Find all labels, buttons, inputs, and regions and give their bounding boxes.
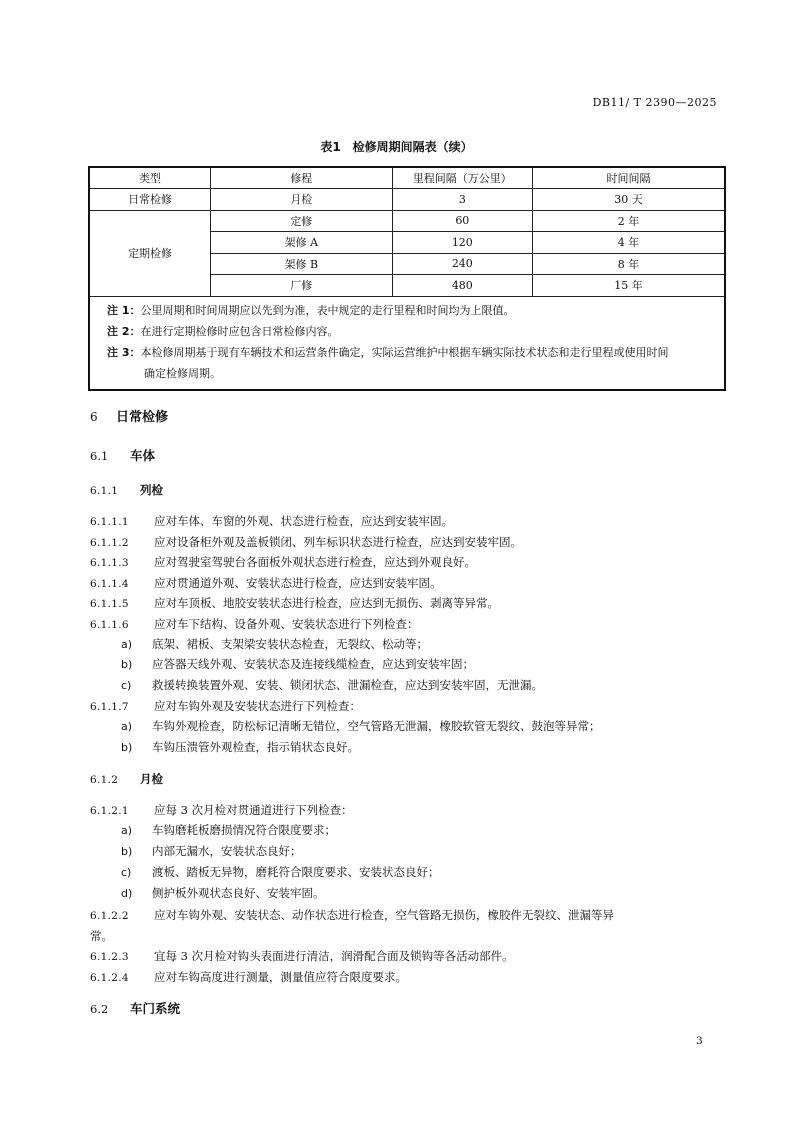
- list-label: c): [121, 679, 132, 692]
- list-label: a): [121, 824, 133, 837]
- list-item: [121, 636, 428, 652]
- section-number: 6.2: [90, 1002, 109, 1016]
- clause-6-1-1-4: [90, 573, 730, 594]
- list-label: b): [121, 741, 133, 754]
- clause-6-1-1-7: [90, 696, 730, 717]
- section-heading-6-1: [90, 446, 155, 464]
- clause-text: 应对驾驶室驾驶台各面板外观状态进行检查，应达到外观良好。: [154, 555, 476, 569]
- section-title: 列检: [140, 483, 163, 497]
- list-text: 侧护板外观状态良好、安装牢固。: [152, 886, 325, 900]
- list-text: 渡板、踏板无异物，磨耗符合限度要求、安装状态良好；: [152, 865, 440, 879]
- list-text: 车钩压溃管外观检查，指示销状态良好。: [152, 740, 359, 754]
- time-cell: 4 年: [533, 232, 725, 254]
- section-heading-6: [90, 406, 168, 425]
- type-cell: 定期检修: [89, 210, 211, 296]
- clause-text: 应对车顶板、地胶安装状态进行检查，应达到无损伤、剥离等异常。: [154, 596, 499, 610]
- time-cell: 15 年: [533, 275, 725, 297]
- clause-6-1-2-2: [90, 905, 730, 926]
- list-item: [121, 885, 325, 901]
- process-cell: 定修: [211, 210, 392, 232]
- section-number: 6.1.2: [90, 774, 119, 786]
- list-item: [121, 822, 336, 838]
- clause-number: 6.1.1.1: [90, 516, 129, 528]
- header-cell: 修程: [211, 167, 392, 189]
- clause-6-1-1-5: [90, 593, 730, 614]
- list-label: d): [121, 887, 133, 900]
- clause-number: 6.1.1.6: [90, 619, 129, 631]
- mileage-cell: 120: [392, 232, 533, 254]
- clause-number: 6.1.2.2: [90, 910, 129, 922]
- clause-6-1-2-4: [90, 967, 730, 988]
- document-code: DB11/ T 2390—2025: [592, 96, 717, 109]
- section-title: 车体: [130, 448, 156, 463]
- section-number: 6: [90, 410, 98, 424]
- clause-text: 应对车体、车窗的外观、状态进行检查，应达到安装牢固。: [154, 514, 453, 528]
- list-text: 救援转换装置外观、安装、锁闭状态、泄漏检查，应达到安装牢固，无泄漏。: [152, 678, 543, 692]
- list-item: [121, 864, 440, 880]
- clause-6-1-1-6: [90, 614, 730, 635]
- clause-number: 6.1.2.3: [90, 951, 129, 963]
- clause-number: 6.1.1.7: [90, 701, 129, 713]
- clause-6-1-2-3: [90, 946, 730, 967]
- note-label: 注 2：: [107, 324, 141, 338]
- mileage-cell: 60: [392, 210, 533, 232]
- table-note: [107, 342, 718, 363]
- note-text: 在进行定期检修时应包含日常检修内容。: [140, 324, 339, 338]
- clause-6-1-1-1: [90, 511, 730, 532]
- section-number: 6.1: [90, 449, 109, 463]
- clause-text: 应对设备柜外观及盖板锁闭、列车标识状态进行检查，应达到安装牢固。: [154, 535, 522, 549]
- clause-number: 6.1.1.4: [90, 578, 129, 590]
- note-text: 本检修周期基于现有车辆技术和运营条件确定，实际运营维护中根据车辆实际技术状态和走行里程或使用时间: [140, 345, 669, 359]
- section-title: 日常检修: [116, 410, 169, 425]
- type-cell: 日常检修: [89, 189, 211, 211]
- time-cell: 30 天: [533, 189, 725, 211]
- clause-text: 应对贯通道外观、安装状态进行检查，应达到安装牢固。: [154, 576, 442, 590]
- clause-6-1-2-1: [90, 800, 730, 821]
- clause-6-1-1-2: [90, 532, 730, 553]
- section-heading-6-2: [90, 999, 180, 1017]
- page-number: 3: [696, 1035, 703, 1047]
- table-notes: [89, 296, 725, 390]
- list-text: 车钩外观检查，防松标记清晰无错位，空气管路无泄漏，橡胶软管无裂纹、鼓泡等异常；: [152, 719, 601, 733]
- section-heading-6-1-1: [90, 482, 163, 498]
- table-row: [89, 210, 725, 232]
- clause-text: 应对车下结构、设备外观、安装状态进行下列检查：: [154, 617, 419, 631]
- clause-number: 6.1.2.1: [90, 805, 129, 817]
- mileage-cell: 3: [392, 189, 533, 211]
- section-title: 月检: [140, 772, 163, 786]
- list-text: 内部无漏水，安装状态良好；: [152, 844, 302, 858]
- clause-number: 6.1.1.2: [90, 537, 129, 549]
- maintenance-interval-table: [88, 166, 726, 391]
- mileage-cell: 240: [392, 253, 533, 275]
- list-item: [121, 843, 302, 859]
- table-notes-row: [89, 296, 725, 390]
- clause-number: 6.1.2.4: [90, 972, 129, 984]
- clause-number: 6.1.1.5: [90, 598, 129, 610]
- note-text: 公里周期和时间周期应以先到为准，表中规定的走行里程和时间均为上限值。: [140, 303, 515, 317]
- clause-number: 6.1.1.3: [90, 557, 129, 569]
- list-label: a): [121, 638, 133, 651]
- section-number: 6.1.1: [90, 485, 119, 497]
- mileage-cell: 480: [392, 275, 533, 297]
- table-note: [107, 300, 718, 321]
- list-label: a): [121, 720, 133, 733]
- note-label: 注 1：: [107, 303, 141, 317]
- clause-text: 常。: [90, 929, 113, 943]
- list-label: c): [121, 866, 132, 879]
- header-cell: 类型: [89, 167, 211, 189]
- section-heading-6-1-2: [90, 771, 163, 787]
- clause-6-1-2-2-continuation: [90, 926, 730, 946]
- clause-text: 应对车钩外观及安装状态进行下列检查：: [154, 699, 361, 713]
- table-note: [107, 321, 718, 342]
- process-cell: 架修 A: [211, 232, 392, 254]
- table-header-row: [89, 167, 725, 189]
- table-row: [89, 189, 725, 211]
- clause-6-1-1-3: [90, 552, 730, 573]
- note-text-continuation: 确定检修周期。: [144, 366, 221, 380]
- list-text: 车钩磨耗板磨损情况符合限度要求；: [152, 823, 336, 837]
- list-text: 应答器天线外观、安装状态及连接线缆检查，应达到安装牢固；: [152, 657, 474, 671]
- process-cell: 架修 B: [211, 253, 392, 275]
- clause-text: 应每 3 次月检对贯通道进行下列检查：: [154, 803, 353, 817]
- list-label: b): [121, 658, 133, 671]
- process-cell: 厂修: [211, 275, 392, 297]
- note-label: 注 3：: [107, 345, 141, 359]
- time-cell: 2 年: [533, 210, 725, 232]
- list-item: [121, 739, 359, 755]
- time-cell: 8 年: [533, 253, 725, 275]
- list-text: 底架、裙板、支架梁安装状态检查，无裂纹、松动等；: [152, 637, 428, 651]
- section-title: 车门系统: [130, 1001, 181, 1016]
- list-label: b): [121, 845, 133, 858]
- clause-text: 宜每 3 次月检对钩头表面进行清洁，润滑配合面及锁钩等各活动部件。: [154, 949, 514, 963]
- clause-text: 应对车钩外观、安装状态、动作状态进行检查，空气管路无损伤，橡胶件无裂纹、泄漏等异: [154, 908, 614, 922]
- table-title: 表1 检修周期间隔表（续）: [320, 140, 473, 154]
- list-item: [121, 656, 474, 672]
- header-cell: 时间间隔: [533, 167, 725, 189]
- process-cell: 月检: [211, 189, 392, 211]
- header-cell: 里程间隔（万公里）: [392, 167, 533, 189]
- clause-text: 应对车钩高度进行测量，测量值应符合限度要求。: [154, 970, 407, 984]
- list-item: [121, 677, 543, 693]
- list-item: [121, 718, 601, 734]
